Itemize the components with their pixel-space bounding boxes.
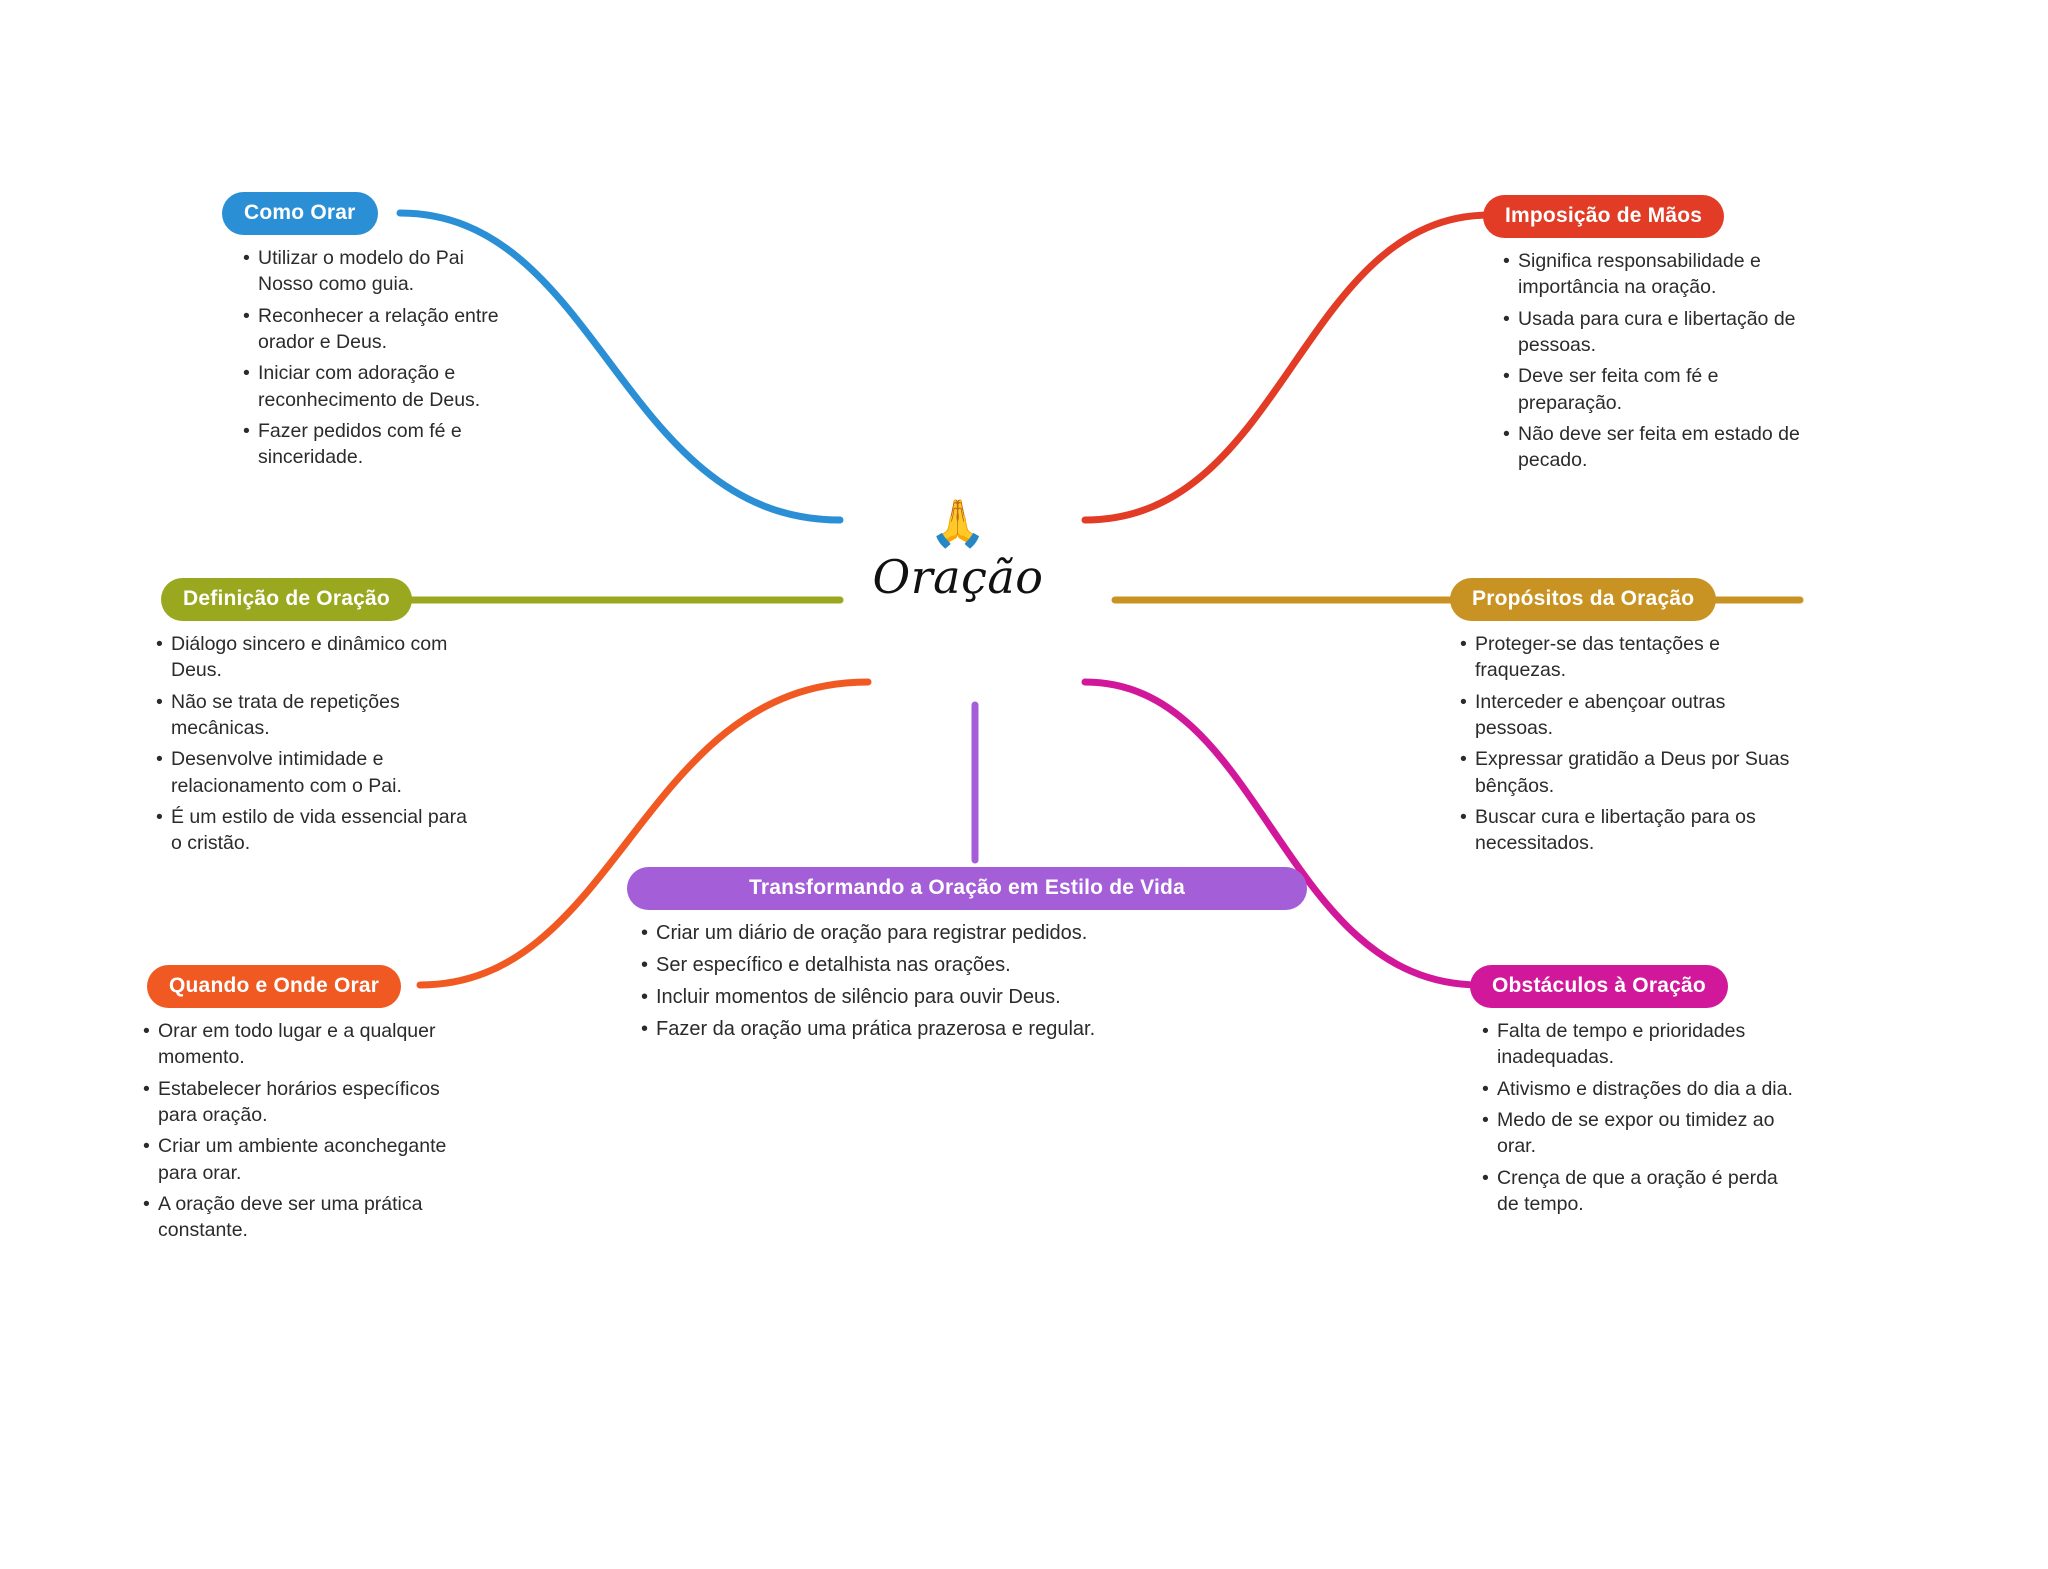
branch-definicao-de-oracao[interactable]: [148, 578, 478, 862]
branch-title-quando-e-onde-orar[interactable]: Quando e Onde Orar: [147, 965, 401, 1008]
list-item: • Significa responsabilidade e importância na oração.: [1501, 248, 1813, 301]
branch-title-definicao-de-oracao[interactable]: Definição de Oração: [161, 578, 412, 621]
branch-title-transformando-a-oracao-em-estilo-de-vida[interactable]: Transformando a Oração em Estilo de Vida: [627, 867, 1307, 910]
list-item: • Fazer da oração uma prática prazerosa e regular.: [639, 1016, 1307, 1043]
branch-title-imposicao-de-maos[interactable]: Imposição de Mãos: [1483, 195, 1724, 238]
list-item: • Orar em todo lugar e a qualquer momento.: [141, 1018, 465, 1071]
list-item: • Ativismo e distrações do dia a dia.: [1480, 1076, 1800, 1102]
central-topic-label: Oração: [872, 550, 1044, 604]
branch-items-obstaculos-a-oracao: [1480, 1018, 1800, 1217]
list-item: • Não se trata de repetições mecânicas.: [154, 689, 478, 742]
connector-imposicao-de-maos: [1085, 215, 1490, 520]
branch-items-imposicao-de-maos: [1501, 248, 1813, 474]
list-item: • Estabelecer horários específicos para oração.: [141, 1076, 465, 1129]
branch-obstaculos-a-oracao[interactable]: [1470, 965, 1800, 1222]
list-item: • Reconhecer a relação entre orador e Deus.: [241, 303, 505, 356]
praying-hands-icon: 🙏: [929, 497, 987, 549]
list-item: • Ser específico e detalhista nas orações.: [639, 952, 1307, 979]
list-item: • Usada para cura e libertação de pessoas.: [1501, 306, 1813, 359]
list-item: • Fazer pedidos com fé e sinceridade.: [241, 418, 505, 471]
branch-items-definicao-de-oracao: [154, 631, 478, 857]
branch-transformando-a-oracao-em-estilo-de-vida[interactable]: [627, 867, 1307, 1048]
list-item: • Interceder e abençoar outras pessoas.: [1458, 689, 1790, 742]
list-item: • Incluir momentos de silêncio para ouvir Deus.: [639, 984, 1307, 1011]
branch-items-quando-e-onde-orar: [141, 1018, 465, 1244]
branch-items-como-orar: [241, 245, 505, 471]
list-item: • Proteger-se das tentações e fraquezas.: [1458, 631, 1790, 684]
branch-quando-e-onde-orar[interactable]: [135, 965, 465, 1249]
central-topic: [838, 497, 1078, 604]
branch-como-orar[interactable]: [205, 192, 505, 476]
branch-title-como-orar[interactable]: Como Orar: [222, 192, 378, 235]
list-item: • Desenvolve intimidade e relacionamento com o Pai.: [154, 746, 478, 799]
branch-title-obstaculos-a-oracao[interactable]: Obstáculos à Oração: [1470, 965, 1728, 1008]
list-item: • A oração deve ser uma prática constante.: [141, 1191, 465, 1244]
list-item: • Crença de que a oração é perda de tempo.: [1480, 1165, 1800, 1218]
list-item: • Buscar cura e libertação para os necessitados.: [1458, 804, 1790, 857]
branch-title-propositos-da-oracao[interactable]: Propósitos da Oração: [1450, 578, 1716, 621]
list-item: • Falta de tempo e prioridades inadequadas.: [1480, 1018, 1800, 1071]
branch-items-transformando-a-oracao-em-estilo-de-vida: [639, 920, 1307, 1043]
list-item: • Expressar gratidão a Deus por Suas bênçãos.: [1458, 746, 1790, 799]
list-item: • Criar um ambiente aconchegante para orar.: [141, 1133, 465, 1186]
list-item: • Medo de se expor ou timidez ao orar.: [1480, 1107, 1800, 1160]
branch-items-propositos-da-oracao: [1458, 631, 1790, 857]
list-item: • É um estilo de vida essencial para o cristão.: [154, 804, 478, 857]
list-item: • Deve ser feita com fé e preparação.: [1501, 363, 1813, 416]
branch-propositos-da-oracao[interactable]: [1450, 578, 1790, 862]
list-item: • Não deve ser feita em estado de pecado.: [1501, 421, 1813, 474]
branch-imposicao-de-maos[interactable]: [1483, 195, 1813, 479]
list-item: • Diálogo sincero e dinâmico com Deus.: [154, 631, 478, 684]
list-item: • Iniciar com adoração e reconhecimento de Deus.: [241, 360, 505, 413]
list-item: • Utilizar o modelo do Pai Nosso como guia.: [241, 245, 505, 298]
list-item: • Criar um diário de oração para registrar pedidos.: [639, 920, 1307, 947]
